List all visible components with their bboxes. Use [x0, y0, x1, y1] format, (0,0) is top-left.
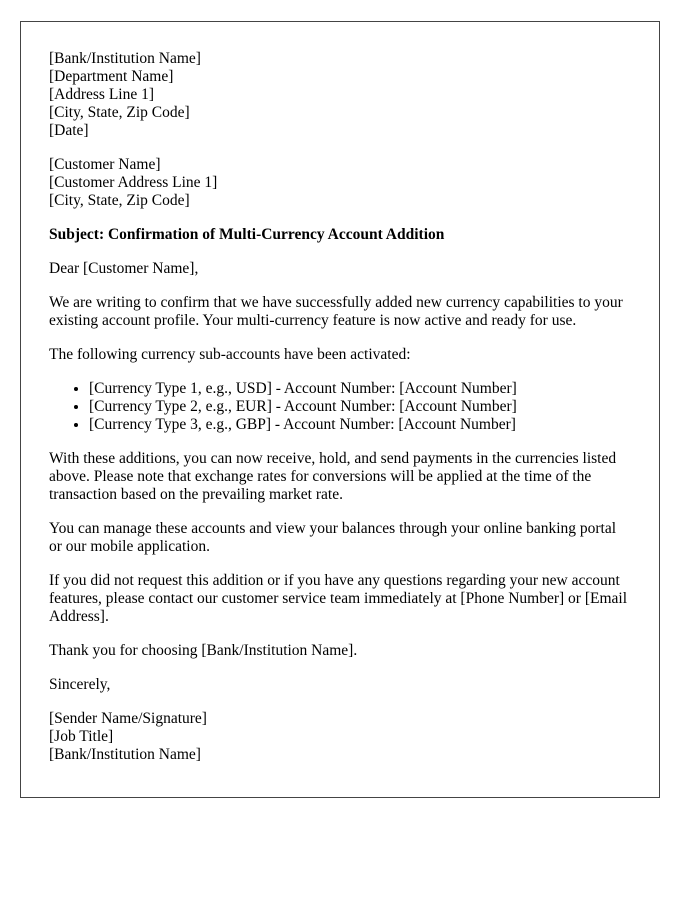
manage-accounts-paragraph: You can manage these accounts and view your balances through your online banking portal or our mobile application. [49, 520, 617, 555]
exchange-rate-paragraph: With these additions, you can now receive, hold, and send payments in the currencies listed above. Please note that exchange rates for conversions will be applied at the time of the transaction based on the prevailing market rate. [49, 450, 617, 503]
activation-intro-paragraph: The following currency sub-accounts have been activated: [49, 346, 411, 363]
contact-paragraph: If you did not request this addition or if you have any questions regarding your new account features, please contact our customer service team immediately at [Phone Number] or [Email Address]. [49, 572, 628, 625]
recipient-address-line: [Customer Address Line 1] [49, 174, 218, 191]
list-item: • [Currency Type 1, e.g., USD] - Account Number: [Account Number] [89, 380, 631, 398]
list-item: • [Currency Type 3, e.g., GBP] - Account Number: [Account Number] [89, 416, 631, 434]
signature-name: [Sender Name/Signature] [49, 710, 207, 727]
signature-block [49, 710, 631, 764]
sender-address-block [49, 50, 631, 140]
signature-bank-name: [Bank/Institution Name] [49, 746, 201, 763]
signature-job-title: [Job Title] [49, 728, 114, 745]
thank-you-paragraph: Thank you for choosing [Bank/Institution Name]. [49, 642, 358, 659]
intro-paragraph: We are writing to confirm that we have successfully added new currency capabilities to your existing account profile. Your multi-currency feature is now active and ready for use. [49, 294, 623, 329]
closing: Sincerely, [49, 676, 111, 693]
letter-date: [Date] [49, 122, 89, 139]
letter-subject: Subject: Confirmation of Multi-Currency Account Addition [49, 226, 445, 243]
recipient-address-block [49, 156, 631, 210]
recipient-city-state-zip: [City, State, Zip Code] [49, 192, 190, 209]
currency-subaccount-list [49, 380, 631, 434]
salutation: Dear [Customer Name], [49, 260, 199, 277]
sender-bank-name: [Bank/Institution Name] [49, 50, 201, 67]
sender-department: [Department Name] [49, 68, 174, 85]
sender-address-line: [Address Line 1] [49, 86, 155, 103]
recipient-name: [Customer Name] [49, 156, 161, 173]
sender-city-state-zip: [City, State, Zip Code] [49, 104, 190, 121]
list-item: • [Currency Type 2, e.g., EUR] - Account Number: [Account Number] [89, 398, 631, 416]
letter-document [20, 21, 660, 798]
